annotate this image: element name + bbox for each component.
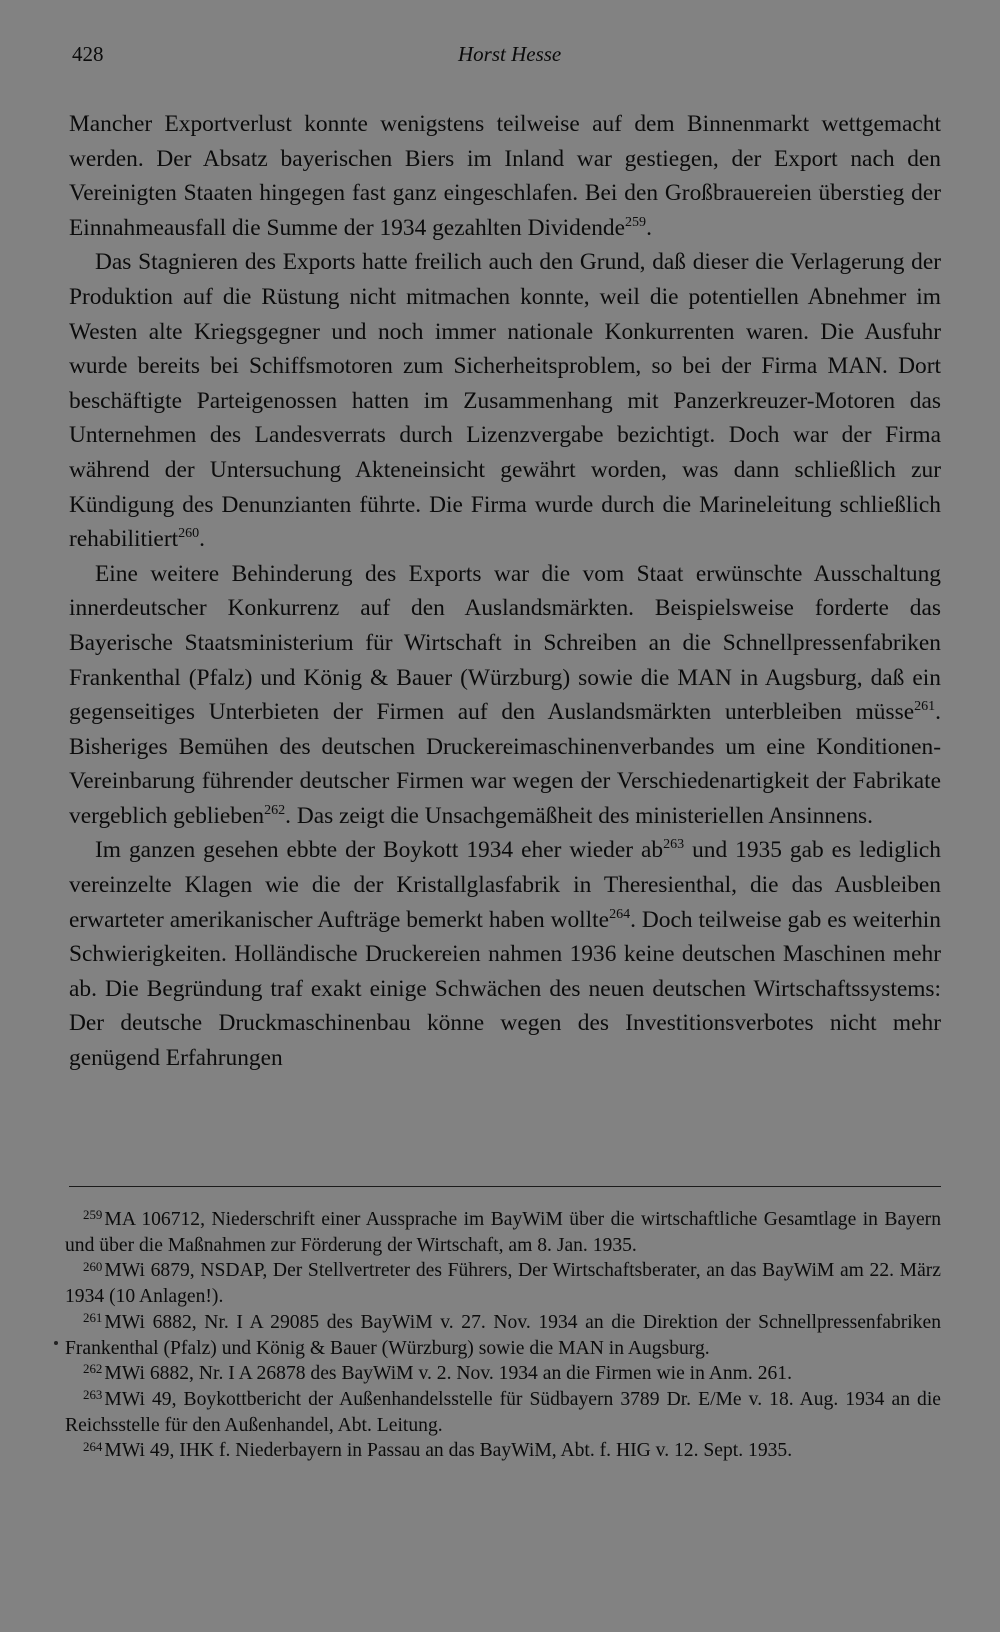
body-text [69, 107, 941, 1076]
footnote-reference: 262 [264, 801, 286, 818]
body-paragraph [69, 833, 941, 1075]
footnote-number: 260 [83, 1258, 103, 1274]
paragraph-text: Eine weitere Behinderung des Exports war die vom Staat erwünschte Ausschaltung innerdeutscher Konkurrenz auf den Auslandsmärkten. Beispielsweise forderte das Bayerische Staatsministerium für Wirtschaft in Schreiben an die Schnellpressenfabriken Frankenthal (Pfalz) und König & Bauer (Würzburg) sowie die MAN in Augsburg, daß ein gegenseitiges Unterbieten der Firmen auf den Auslandsmärkten unterbleiben müsse [69, 560, 941, 726]
footnote-number: 262 [83, 1361, 103, 1377]
body-paragraph [69, 245, 941, 556]
footnote-text: MWi 6879, NSDAP, Der Stellvertreter des Führers, Der Wirtschaftsberater, an das BayWiM am 22. März 1934 (10 Anlagen!). [65, 1260, 941, 1308]
footnote [65, 1207, 941, 1258]
paragraph-text: . Doch teilweise gab es weiterhin Schwierigkeiten. Holländische Druckereien nahmen 1936 keine deutschen Maschinen mehr ab. Die Begründung traf exakt einige Schwächen des neuen deutschen Wirtschaftssystems: Der deutsche Druckmaschinenbau könne wegen des Investitionsverbotes nicht mehr genügend Erfahrungen [69, 906, 941, 1072]
footnote-text: MA 106712, Niederschrift einer Aussprache im BayWiM über die wirtschaftliche Gesamtlage in Bayern und über die Maßnahmen zur Förderung der Wirtschaft, am 8. Jan. 1935. [65, 1209, 941, 1256]
body-paragraph [69, 557, 941, 834]
paragraph-text: . [199, 526, 206, 553]
paragraph-text: Mancher Exportverlust konnte wenigstens teilweise auf dem Binnenmarkt wettgemacht werden. Der Absatz bayerischen Biers im Inland war gestiegen, der Export nach den Vereinigten Staaten hingegen fast ganz eingeschlafen. Bei den Großbrauereien überstieg der Einnahmeausfall die Summe der 1934 gezahlten Dividende [69, 111, 941, 241]
footnote-rule [69, 1186, 941, 1187]
page-header [72, 42, 940, 72]
footnote-number: 259 [83, 1207, 103, 1223]
paragraph-text: . Bisheriges Bemühen des deutschen Druckereimaschinenverbandes um eine Konditionen-Vereinbarung führender deutscher Firmen war wegen der Verschiedenartigkeit der Fabrikate vergeblich geblieben [69, 699, 941, 829]
footnote-number: 264 [83, 1438, 103, 1454]
footnote-reference: 260 [178, 525, 200, 541]
footnote-reference: 263 [663, 836, 685, 853]
footnotes [65, 1207, 941, 1464]
page-number: 428 [72, 42, 104, 66]
footnote [65, 1258, 941, 1309]
paragraph-text: Im ganzen gesehen ebbte der Boykott 1934 eher wieder ab [95, 837, 664, 864]
footnote [65, 1387, 941, 1438]
stray-mark [54, 1341, 58, 1345]
footnote-reference: 259 [625, 213, 647, 230]
footnote-text: MWi 49, Boykottbericht der Außenhandelsstelle für Südbayern 3789 Dr. E/Me v. 18. Aug. 1934 an die Reichsstelle für den Außenhandel, Abt. Leitung. [65, 1388, 941, 1436]
running-head: Horst Hesse [458, 42, 562, 66]
footnote-text: MWi 49, IHK f. Niederbayern in Passau an das BayWiM, Abt. f. HIG v. 12. Sept. 1935. [104, 1440, 793, 1462]
footnote [65, 1438, 941, 1464]
footnote-reference: 261 [914, 697, 936, 714]
footnote-text: MWi 6882, Nr. I A 26878 des BayWiM v. 2. Nov. 1934 an die Firmen wie in Anm. 261. [104, 1363, 792, 1385]
paragraph-text: Das Stagnieren des Exports hatte freilich auch den Grund, daß dieser die Verlagerung der Produktion auf die Rüstung nicht mitmachen konnte, weil die potentiellen Abnehmer im Westen alte Kriegsgegner und noch immer nationale Konkurrenten waren. Die Ausfuhr wurde bereits bei Schiffsmotoren zum Sicherheitsproblem, so bei der Firma MAN. Dort beschäftigte Parteigenossen hatten im Zusammenhang mit Panzerkreuzer-Motoren das Unternehmen des Landesverrats durch Lizenzvergabe bezichtigt. Doch war der Firma während der Untersuchung Akteneinsicht gewährt worden, was dann schließlich zur Kündigung des Denunzianten führte. Die Firma wurde durch die Marineleitung schließlich rehabilitiert [69, 249, 941, 553]
footnote-text: MWi 6882, Nr. I A 29085 des BayWiM v. 27. Nov. 1934 an die Direktion der Schnellpressenfabriken Frankenthal (Pfalz) und König & Bauer (Würzburg) sowie die MAN in Augsburg. [65, 1311, 941, 1359]
footnote-number: 261 [83, 1310, 103, 1325]
body-paragraph [69, 107, 941, 245]
paragraph-text: . [646, 214, 652, 241]
footnote-reference: 264 [609, 905, 631, 922]
footnote [65, 1310, 941, 1361]
paragraph-text: und 1935 gab es lediglich vereinzelte Klagen wie die der Kristallglasfabrik in Theresienthal, die das Ausbleiben erwarteter amerikanischer Aufträge bemerkt haben wollte [69, 837, 941, 933]
footnote [65, 1361, 941, 1387]
paragraph-text: . Das zeigt die Unsachgemäßheit des ministeriellen Ansinnens. [285, 802, 873, 829]
footnote-number: 263 [83, 1387, 103, 1403]
